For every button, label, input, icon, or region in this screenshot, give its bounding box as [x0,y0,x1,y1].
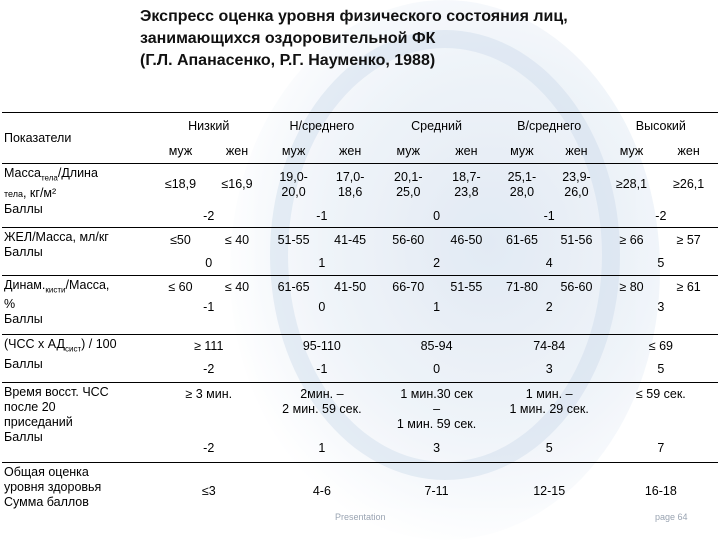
dynamo-points: 0 [318,299,326,314]
mass-value: 18,7- 23,8 [438,164,495,205]
mass-label-cell [2,164,152,228]
dynamo-value: 66-70 [378,275,438,300]
recovery-label-cell [2,382,152,462]
title-line-2: занимающихся оздоровительной ФК [140,30,436,47]
vital-value: ≤50 [152,228,209,253]
vital-value: 41-45 [322,228,379,253]
total-label-line: уровня здоровья [4,479,102,494]
mass-value: ≥26,1 [659,164,718,205]
robinson-label-part: (ЧСС х АД [4,337,65,352]
recovery-points: 3 [433,441,441,456]
recovery-points: -2 [203,441,215,456]
header-male: муж [396,143,421,158]
total-value: 4-6 [265,462,378,520]
mass-value: ≥28,1 [604,164,660,205]
dynamo-value: 61-65 [265,275,322,300]
mass-points: 0 [433,208,441,223]
header-female: жен [339,143,362,158]
recovery-label-line: приседаний [4,414,73,429]
vital-points-label: Баллы [4,245,43,260]
vital-points: 0 [205,255,213,270]
recovery-value: 1 мин.30 сек – 1 мин. 59 сек. [378,382,494,436]
mass-points: -2 [203,208,215,223]
dynamo-points: 3 [657,299,665,314]
dynamo-value: ≥ 61 [659,275,718,300]
footer-center: Presentation [335,512,386,522]
vital-value: 51-56 [549,228,604,253]
recovery-values-row [2,382,718,436]
recovery-value: ≤ 59 сек. [604,382,718,436]
robinson-value: 85-94 [378,335,494,358]
dynamo-label-cell [2,275,152,335]
vital-points: 2 [433,255,441,270]
mass-value: ≤16,9 [209,164,266,205]
mass-value: 19,0- 20,0 [265,164,322,205]
mass-points-label: Баллы [4,201,43,216]
dynamo-value: 41-50 [322,275,379,300]
dynamo-value: ≥ 80 [604,275,660,300]
mass-points: -2 [655,208,667,223]
robinson-value: 74-84 [495,335,604,358]
vital-values-row [2,228,718,253]
robinson-label-cell [2,335,152,382]
vital-value: ≤ 40 [209,228,266,253]
dynamo-points: 2 [545,299,553,314]
header-levels-row [2,113,718,140]
dynamo-label-part: Динам. [4,277,46,292]
header-male: муж [510,143,534,158]
recovery-points: 1 [318,441,326,456]
robinson-label-part: ) / 100 [81,337,117,352]
header-male: муж [281,143,306,158]
title-line-1: Экспресс оценка уровня физического состояния лиц, [140,8,568,25]
header-female: жен [677,143,700,158]
total-value: 7-11 [378,462,494,520]
mass-label-sub: тела [4,188,23,199]
mass-label-part: , кг/м² [22,185,57,200]
dynamo-label-sub: кисти [45,285,66,295]
total-label-line: Общая оценка [4,464,89,479]
fitness-assessment-table [2,112,718,520]
recovery-value: 2мин. – 2 мин. 59 сек. [265,382,378,436]
dynamo-points-label: Баллы [4,312,43,327]
header-female: жен [455,143,478,158]
robinson-points: 0 [433,361,441,376]
vital-value: ≥ 66 [604,228,660,253]
vital-points: 1 [318,255,326,270]
dynamo-value: ≤ 40 [209,275,266,300]
robinson-points: -1 [316,361,328,376]
vital-points: 5 [657,255,665,270]
mass-label-line-2 [4,186,150,202]
vital-label-cell [2,228,152,275]
title-line-3: (Г.Л. Апанасенко, Р.Г. Науменко, 1988) [140,52,436,69]
vital-value: 56-60 [378,228,438,253]
header-male: муж [619,143,644,158]
mass-value: 25,1- 28,0 [495,164,550,205]
header-level-avg: Средний [378,113,494,140]
robinson-label-sub: сист [64,344,82,354]
vital-points: 4 [545,255,553,270]
dynamo-value: ≤ 60 [152,275,209,300]
vital-value: 61-65 [495,228,550,253]
recovery-points: 7 [657,441,665,456]
recovery-points: 5 [545,441,553,456]
header-indicators: Показатели [2,113,152,164]
robinson-value: ≥ 111 [152,335,265,358]
mass-points: -1 [543,208,555,223]
mass-label-line-1 [4,166,150,186]
vital-value: 46-50 [438,228,495,253]
mass-label-sub: тела [40,173,58,183]
robinson-value: 95-110 [265,335,378,358]
robinson-points: 3 [545,361,553,376]
dynamo-label-line-2: % [4,297,16,312]
mass-value: 23,9- 26,0 [549,164,604,205]
dynamo-points: -1 [203,299,215,314]
total-value: 12-15 [495,462,604,520]
robinson-label-line-1 [4,337,150,357]
header-level-below-avg: Н/среднего [265,113,378,140]
recovery-value: ≥ 3 мин. [152,382,265,436]
robinson-values-row [2,335,718,358]
vital-value: ≥ 57 [659,228,718,253]
recovery-label-line: после 20 [4,399,56,414]
mass-label-part: /Длина [57,166,98,181]
dynamo-values-row [2,275,718,300]
header-male: муж [168,143,193,158]
mass-value: 20,1- 25,0 [378,164,438,205]
vital-value: 51-55 [265,228,322,253]
dynamo-label-part: /Масса, [65,277,110,292]
robinson-points-label: Баллы [4,356,43,371]
header-level-high: Высокий [604,113,718,140]
header-female: жен [565,143,588,158]
dynamo-label-line-1 [4,278,150,298]
header-female: жен [225,143,249,158]
robinson-points: 5 [657,361,665,376]
total-value: ≤3 [152,462,265,520]
dynamo-value: 71-80 [495,275,550,300]
mass-label-part: Масса [4,166,41,181]
dynamo-value: 51-55 [438,275,495,300]
robinson-value: ≤ 69 [604,335,718,358]
recovery-points-label: Баллы [4,429,43,444]
mass-values-row [2,164,718,205]
mass-points: -1 [316,208,328,223]
recovery-label-line: Время восст. ЧСС [4,384,109,399]
header-level-above-avg: В/среднего [495,113,604,140]
total-label-cell [2,462,152,520]
page-title [140,6,700,72]
mass-value: 17,0- 18,6 [322,164,379,205]
mass-value: ≤18,9 [152,164,209,205]
footer-page: page 64 [655,512,688,522]
total-value: 16-18 [604,462,718,520]
header-level-low: Низкий [152,113,265,140]
recovery-value: 1 мин. – 1 мин. 29 сек. [495,382,604,436]
vital-label: ЖЕЛ/Масса, мл/кг [4,230,109,245]
dynamo-points: 1 [433,299,441,314]
dynamo-value: 56-60 [549,275,604,300]
robinson-points: -2 [203,361,215,376]
total-label-line: Сумма баллов [4,494,89,509]
